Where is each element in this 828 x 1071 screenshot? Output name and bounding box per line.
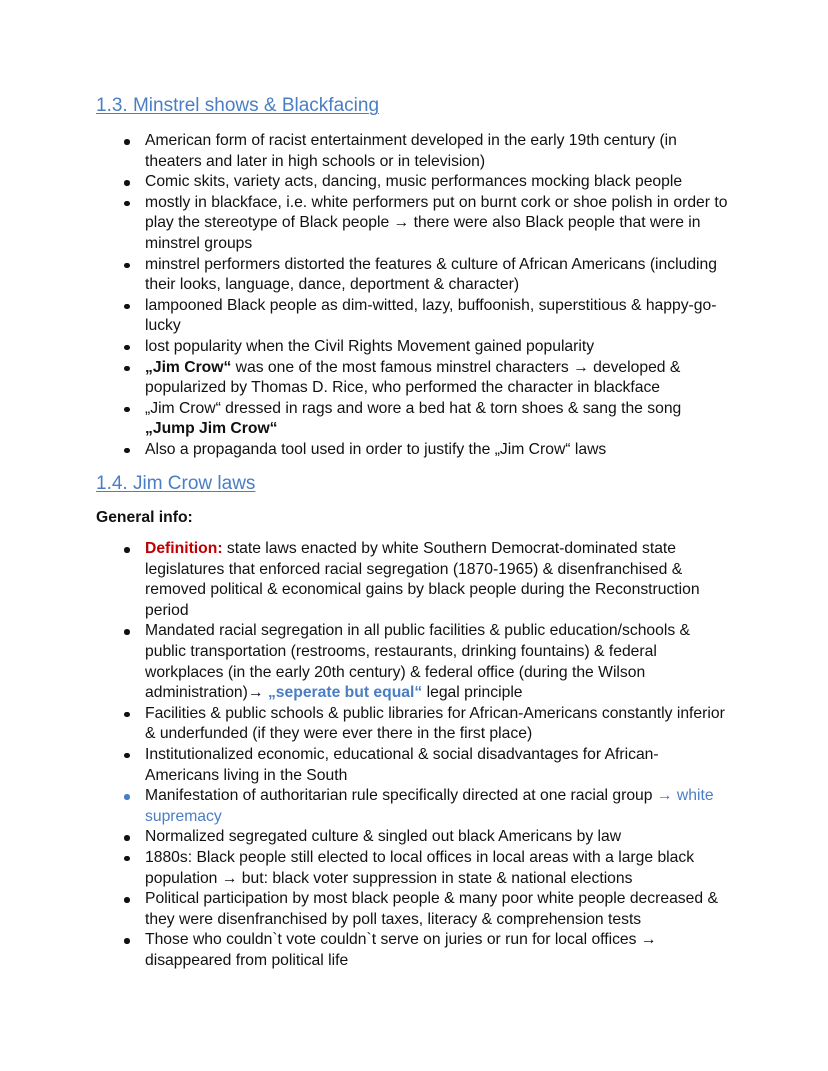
list-item (124, 827, 732, 848)
list-item (124, 440, 732, 461)
item-text: Facilities & public schools & public libraries for African-Americans constantly inferior & underfunded (if they were ever there in the first place) (145, 704, 725, 743)
list-item (124, 889, 732, 930)
list-item (124, 131, 732, 172)
item-text: 1880s: Black people still elected to local offices in local areas with a large black population → but: black voter suppression in state & national elections (145, 848, 695, 887)
minstrel-list (124, 131, 732, 461)
item-text: Comic skits, variety acts, dancing, music performances mocking black people (145, 173, 683, 191)
list-item (124, 539, 732, 621)
list-item (124, 704, 732, 745)
definition-label: Definition: (145, 540, 223, 557)
item-text: minstrel performers distorted the features & culture of African Americans (including their looks, language, dance, deportment & character) (145, 255, 717, 294)
list-item (124, 848, 732, 889)
list-item (124, 193, 732, 255)
item-text: American form of racist entertainment developed in the early 19th century (in theaters and later in high schools or in television) (145, 132, 677, 170)
item-text: mostly in blackface, i.e. white performers put on burnt cork or shoe polish in order to play the stereotype of Black people → there were also Black people that were in minstrel groups (145, 193, 728, 252)
jim-crow-list (124, 539, 732, 971)
item-text: Normalized segregated culture & singled out black Americans by law (145, 828, 622, 846)
list-item (124, 930, 732, 971)
item-text: Also a propaganda tool used in order to justify the „Jim Crow“ laws (145, 440, 607, 458)
item-bold: „Jump Jim Crow“ (145, 420, 278, 438)
list-item (124, 172, 732, 193)
item-text: Manifestation of authoritarian rule specifically directed at one racial group (145, 787, 657, 805)
item-text: Mandated racial segregation in all public facilities & public education/schools & public transportation (restrooms, restaurants, drinking fountains) & federal workplaces (in the early 20th century) & federal office (during the Wilson administration)→ (145, 622, 691, 702)
item-text: was one of the most famous minstrel characters → developed & popularized by Thomas D. Rice, who performed the character in blackface (145, 358, 681, 397)
item-highlight: „seperate but equal“ (267, 684, 423, 702)
item-text: Institutionalized economic, educational & social disadvantages for African-Americans living in the South (145, 745, 659, 784)
item-bold: „Jim Crow“ (145, 358, 232, 376)
heading-jim-crow-laws[interactable]: 1.4. Jim Crow laws (96, 473, 256, 494)
list-item (124, 255, 732, 296)
item-text: Those who couldn`t vote couldn`t serve on juries or run for local offices → disappeared from political life (145, 931, 657, 969)
list-item (124, 621, 732, 703)
subheading-general-info: General info: (96, 509, 193, 526)
item-text: Political participation by most black people & many poor white people decreased & they were disenfranchised by poll taxes, literacy & comprehension tests (145, 890, 718, 928)
list-item (124, 399, 732, 440)
list-item (124, 337, 732, 358)
item-highlight: → white supremacy (145, 787, 714, 825)
list-item (124, 358, 732, 399)
list-item (124, 745, 732, 786)
item-text: lampooned Black people as dim-witted, lazy, buffoonish, superstitious & happy-go-lucky (145, 296, 717, 335)
list-item (124, 296, 732, 337)
item-text: lost popularity when the Civil Rights Movement gained popularity (145, 337, 595, 355)
item-text-rest: legal principle (422, 684, 523, 702)
item-text: „Jim Crow“ dressed in rags and wore a bed hat & torn shoes & sang the song (145, 399, 682, 417)
heading-minstrel-shows[interactable]: 1.3. Minstrel shows & Blackfacing (96, 95, 380, 116)
item-text: state laws enacted by white Southern Democrat-dominated state legislatures that enforced racial segregation (1870-1965) & disenfranchised & removed political & economical gains by black people during the Reconstruction period (145, 540, 700, 619)
list-item (124, 786, 732, 827)
